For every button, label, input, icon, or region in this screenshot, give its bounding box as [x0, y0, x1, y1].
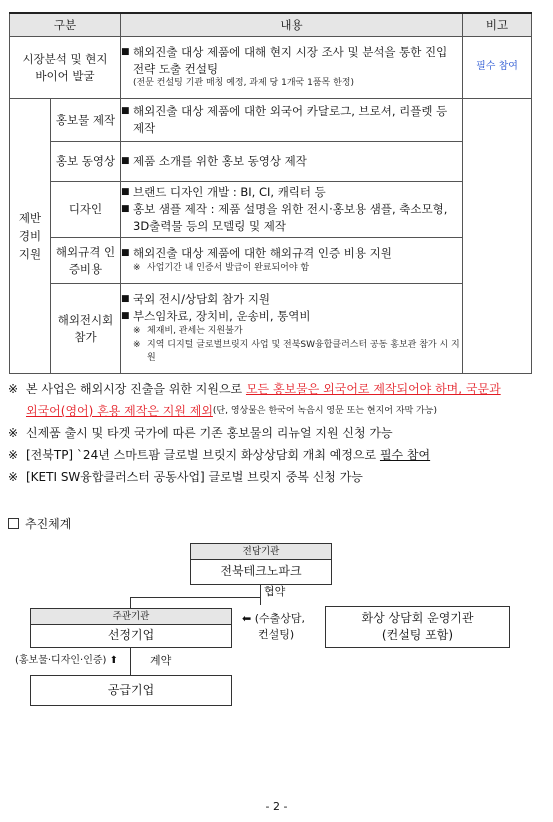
note-3-required: 필수 참여 [379, 448, 431, 462]
connector-horizontal [130, 597, 261, 598]
section-title: 추진체계 [25, 517, 72, 531]
content-text: 해외진출 대상 제품에 대해 현지 시장 조사 및 분석을 통한 진입 전략 도출 컨설팅 [133, 45, 448, 76]
note-3: ※ [전북TP] `24년 스마트팜 글로벌 브릿지 화상상담회 개최 예정으로 필수 참여 [8, 448, 431, 462]
label-contract: 계약 [150, 654, 172, 667]
row-label: 해외규격 인증비용 [51, 238, 121, 284]
note-1-highlight: 모든 홍보물은 외국어로 제작되어야 하며, 국문과 [245, 382, 501, 396]
row-content: ■ 해외진출 대상 제품에 대한 외국어 카달로그, 브로셔, 리플렛 등 제작 [121, 99, 463, 142]
category-market-analysis: 시장분석 및 현지 바이어 발굴 [10, 37, 121, 99]
label-agreement: 협약 [264, 585, 286, 598]
notes-section [8, 378, 538, 488]
connector-bottom [130, 646, 131, 676]
row-content: ■ 해외진출 대상 제품에 대한 해외규격 인증 비용 지원 ※ 사업기간 내 인증서 발급이 완료되어야 함 [121, 238, 463, 284]
row-label: 홍보 동영상 [51, 142, 121, 182]
header-category: 구분 [10, 13, 121, 37]
table-row [10, 37, 532, 99]
table-row [10, 238, 532, 284]
content-note: (전문 컨설팅 기관 매칭 예정, 과제 당 1개국 1품목 한정) [133, 78, 354, 89]
note-1-cont: 외국어(영어) 혼용 제작은 지원 제외 (단, 영상물은 한국어 녹음시 영문 또는 현지어 자막 가능) [26, 404, 437, 418]
note-2: ※ 신제품 출시 및 타겟 국가에 따른 기존 홍보물의 리뉴얼 지원 신청 가능 [8, 426, 393, 440]
header-content: 내용 [121, 13, 463, 37]
checkbox-icon [8, 518, 19, 529]
org-box-operator: 화상 상담회 운영기관 (컨설팅 포함) [325, 606, 510, 648]
row-content: ■ 제품 소개를 위한 홍보 동영상 제작 [121, 142, 463, 182]
table-header-row [10, 13, 532, 37]
header-remark: 비고 [463, 13, 532, 37]
remark-empty [463, 99, 532, 374]
row-content: ■ 브랜드 디자인 개발 : BI, CI, 캐릭터 등 ■ 홍보 샘플 제작 : 제품 설명을 위한 전시·홍보용 샘플, 축소모형, 3D출력물 등의 모델링 및 제작 [121, 182, 463, 238]
label-consulting: ⬅ (수출상담, 컨설팅) [242, 612, 306, 641]
support-table [9, 12, 532, 374]
table-row [10, 284, 532, 374]
section-header [8, 515, 71, 532]
table-row [10, 182, 532, 238]
row-label: 해외전시회 참가 [51, 284, 121, 374]
group-label: 제반 경비 지원 [10, 99, 51, 374]
row-label: 홍보물 제작 [51, 99, 121, 142]
content-cell: ■ 해외진출 대상 제품에 대해 현지 시장 조사 및 분석을 통한 진입 전략 도출 컨설팅 (전문 컨설팅 기관 매칭 예정, 과제 당 1개국 1품목 한정) [121, 37, 463, 99]
table-row [10, 142, 532, 182]
connector-top [260, 583, 261, 605]
org-box-lead-company: 주관기관 선정기업 [30, 608, 232, 648]
page-number: - 2 - [265, 800, 288, 813]
row-label: 디자인 [51, 182, 121, 238]
row-content: ■ 국외 전시/상담회 참가 지원 ■ 부스임차료, 장치비, 운송비, 통역비 ※ 체재비, 관세는 지원불가 ※ 지역 디지털 글로벌브릿지 사업 및 전북SW융합클러스터 공동 홍보관 참가 시 지원 [121, 284, 463, 374]
note-1: ※ 본 사업은 해외시장 진출을 위한 지원으로 모든 홍보물은 외국어로 제작되어야 하며, 국문과 [8, 382, 501, 396]
remark-required: 필수 참여 [463, 37, 532, 99]
label-support-items: (홍보물·디자인·인증) ⬆ [15, 655, 118, 666]
org-box-agency: 전담기관 전북테크노파크 [190, 543, 332, 585]
table-row [10, 99, 532, 142]
note-4: ※ [KETI SW융합클러스터 공동사업] 글로벌 브릿지 중복 신청 가능 [8, 470, 363, 484]
org-box-supplier: 공급기업 [30, 675, 232, 706]
